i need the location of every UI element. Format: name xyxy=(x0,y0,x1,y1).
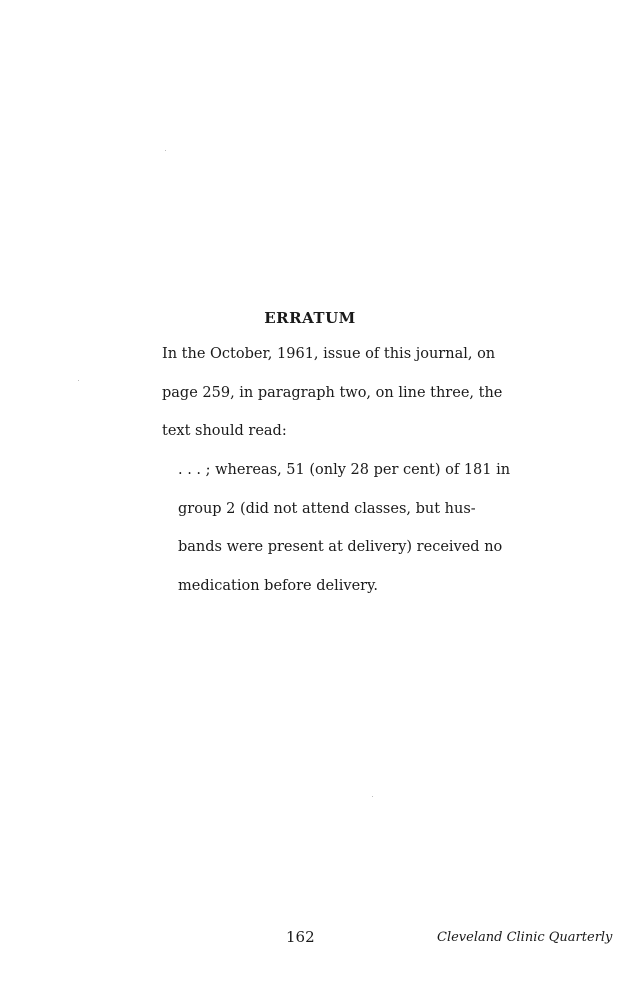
quote-line-3: bands were present at delivery) received no xyxy=(178,539,503,555)
scan-speck xyxy=(372,796,373,797)
journal-name: Cleveland Clinic Quarterly xyxy=(437,930,613,945)
paragraph-line-1: In the October, 1961, issue of this journal, on xyxy=(162,346,496,362)
scan-speck xyxy=(165,150,166,151)
quote-line-4: medication before delivery. xyxy=(178,578,378,594)
scan-speck xyxy=(78,380,79,381)
paragraph-line-3: text should read: xyxy=(162,423,287,439)
erratum-title: ERRATUM xyxy=(264,309,356,327)
page-number: 162 xyxy=(286,928,315,946)
paragraph-line-2: page 259, in paragraph two, on line three, the xyxy=(162,385,503,401)
quote-line-1: . . . ; whereas, 51 (only 28 per cent) of 181 in xyxy=(178,462,511,478)
quote-line-2: group 2 (did not attend classes, but hus- xyxy=(178,501,476,517)
